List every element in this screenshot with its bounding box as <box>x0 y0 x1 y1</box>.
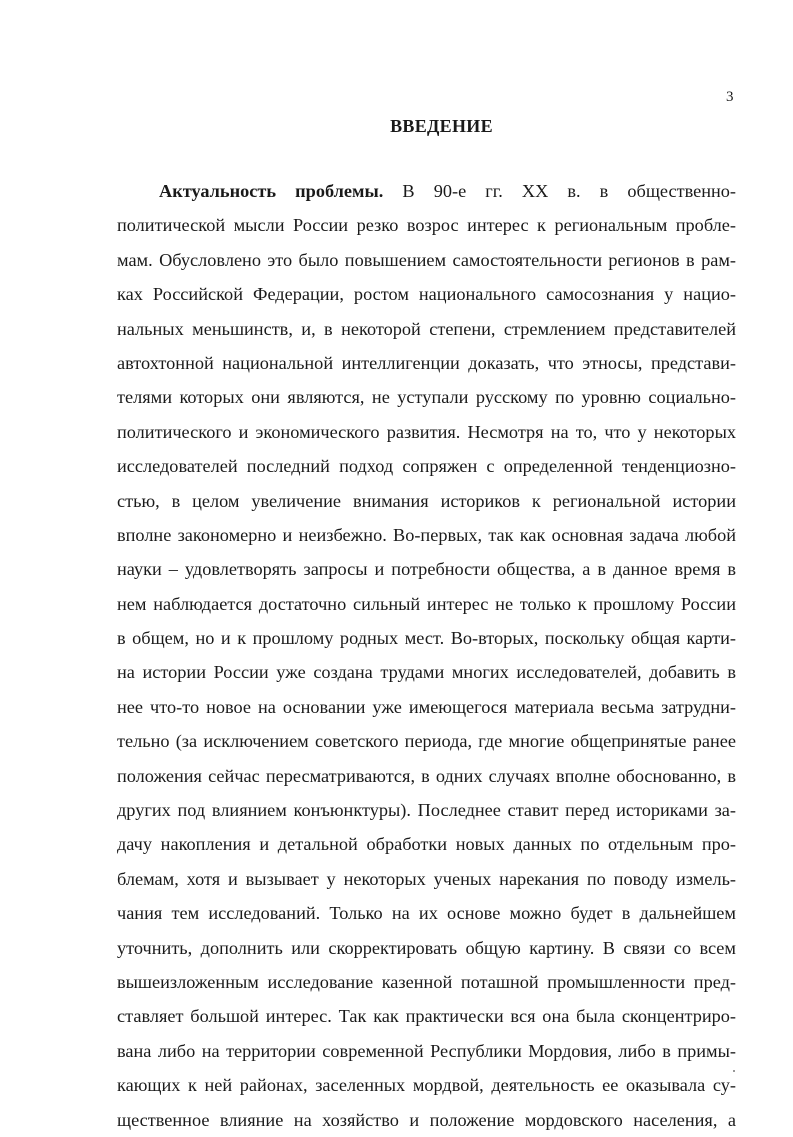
paragraph-line: нем наблюдается достаточно сильный интерес не только к прошлому России <box>117 593 736 614</box>
paragraph-line: телями которых они являются, не уступали русскому по уровню социально- <box>117 387 736 408</box>
paragraph-line: чания тем исследований. Только на их основе можно будет в дальнейшем <box>117 903 736 924</box>
paragraph-line: нее что-то новое на основании уже имеющегося материала весьма затрудни- <box>117 696 736 717</box>
paragraph-line: науки – удовлетворять запросы и потребности общества, а в данное время в <box>117 559 736 580</box>
section-heading: ВВЕДЕНИЕ <box>390 116 493 136</box>
paragraph-line: мам. Обусловлено это было повышением самостоятельности регионов в рам- <box>117 249 736 270</box>
paragraph-line: других под влиянием конъюнктуры). Последнее ставит перед историками за- <box>117 800 736 821</box>
paragraph-line: кающих к ней районах, заселенных мордвой, деятельность ее оказывала су- <box>117 1075 736 1096</box>
paragraph-line: тельно (за исключением советского периода, где многие общепринятые ранее <box>117 731 736 752</box>
scan-speck <box>733 1070 735 1072</box>
paragraph-line: дачу накопления и детальной обработки новых данных по отдельным про- <box>117 834 736 855</box>
paragraph-line: ках Российской Федерации, ростом национального самосознания у нацио- <box>117 284 736 305</box>
lead-phrase: Актуальность проблемы. <box>159 181 384 201</box>
paragraph-line: уточнить, дополнить или скорректировать общую картину. В связи со всем <box>117 937 736 958</box>
paragraph-line: положения сейчас пересматриваются, в одних случаях вполне обоснованно, в <box>117 765 736 786</box>
paragraph-line: нальных меньшинств, и, в некоторой степени, стремлением представителей <box>117 318 736 339</box>
paragraph-line: в общем, но и к прошлому родных мест. Во-вторых, поскольку общая карти- <box>117 628 736 649</box>
paragraph-line: вполне закономерно и неизбежно. Во-первых, так как основная задача любой <box>117 524 736 545</box>
paragraph-line: политической мысли России резко возрос интерес к региональным пробле- <box>117 215 736 236</box>
paragraph-line: блемам, хотя и вызывает у некоторых ученых нарекания по поводу измель- <box>117 868 736 889</box>
paragraph-line: щественное влияние на хозяйство и положение мордовского населения, а <box>117 1109 736 1130</box>
paragraph-line: политического и экономического развития. Несмотря на то, что у некоторых <box>117 421 736 442</box>
paragraph-line: вана либо на территории современной Республики Мордовия, либо в примы- <box>117 1040 736 1061</box>
body-paragraph <box>117 174 736 1137</box>
paragraph-line: исследователей последний подход сопряжен с определенной тенденциозно- <box>117 456 736 477</box>
paragraph-line: ставляет большой интерес. Так как практически вся она была сконцентриро- <box>117 1006 736 1027</box>
paragraph-line: стью, в целом увеличение внимания историков к региональной истории <box>117 490 736 511</box>
line-text: В 90-е гг. XX в. в общественно- <box>383 181 737 201</box>
paragraph-line <box>117 174 736 208</box>
page-number: 3 <box>726 89 734 105</box>
paragraph-line: автохтонной национальной интеллигенции доказать, что этносы, представи- <box>117 352 736 373</box>
paragraph-line: на истории России уже создана трудами многих исследователей, добавить в <box>117 662 736 683</box>
paragraph-line: вышеизложенным исследование казенной поташной промышленности пред- <box>117 971 736 992</box>
